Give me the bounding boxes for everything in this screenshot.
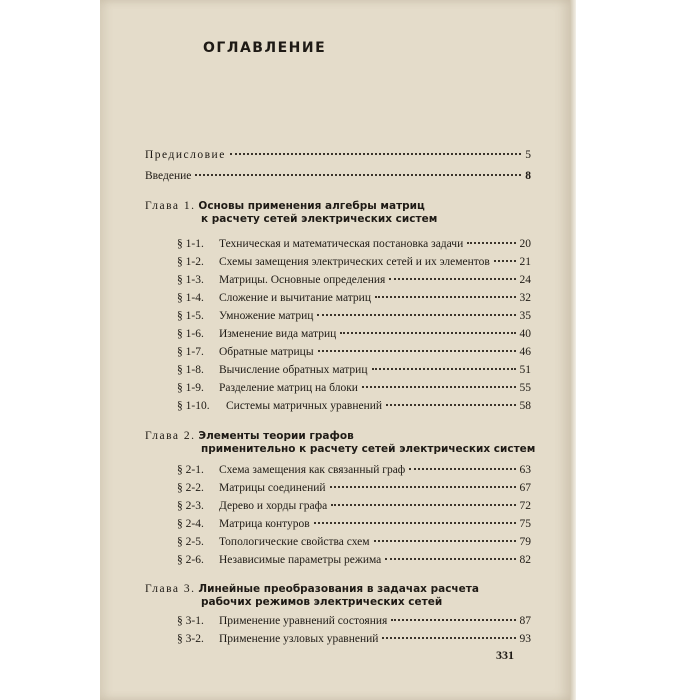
leader-dots (331, 504, 515, 506)
entry-label: Топологические свойства схем (219, 536, 370, 548)
leader-dots (494, 260, 516, 262)
entry-page: 79 (519, 536, 531, 548)
toc-entry (177, 535, 531, 549)
entry-page: 51 (519, 364, 531, 376)
toc-entry (177, 399, 531, 413)
toc-entry (177, 499, 531, 513)
leader-dots (467, 242, 515, 244)
toc-entry (177, 463, 531, 477)
leader-dots (386, 404, 515, 406)
entry-label: Системы матричных уравнений (226, 400, 383, 412)
section-number: § 1-2. (177, 256, 204, 268)
entry-label: Умножение матриц (219, 310, 314, 322)
page-edge (570, 0, 576, 700)
entry-label: Предисловие (145, 149, 226, 161)
leader-dots (391, 619, 515, 621)
entry-label: Техническая и математическая постановка задачи (219, 238, 464, 250)
entry-page: 46 (519, 346, 531, 358)
entry-page: 8 (525, 170, 531, 182)
entry-page: 75 (519, 518, 531, 530)
toc-title: ОГЛАВЛЕНИЕ (203, 40, 327, 56)
chapter-prefix: Глава 1. (145, 200, 196, 212)
leader-dots (372, 368, 516, 370)
entry-page: 58 (519, 400, 531, 412)
leader-dots (389, 278, 515, 280)
leader-dots (409, 468, 515, 470)
section-number: § 1-3. (177, 274, 204, 286)
entry-page: 40 (519, 328, 531, 340)
entry-page: 35 (519, 310, 531, 322)
leader-dots (362, 386, 516, 388)
entry-label: Схема замещения как связанный граф (219, 464, 406, 476)
toc-entry (177, 481, 531, 495)
leader-dots (330, 486, 516, 488)
toc-entry (177, 255, 531, 269)
section-number: § 2-3. (177, 500, 204, 512)
section-number: § 2-2. (177, 482, 204, 494)
section-number: § 1-7. (177, 346, 204, 358)
leader-dots (230, 153, 521, 155)
section-number: § 3-1. (177, 615, 204, 627)
chapter-heading-2 (145, 430, 535, 456)
leader-dots (318, 350, 516, 352)
toc-entry (177, 273, 531, 287)
leader-dots (340, 332, 515, 334)
chapter-title-line1: Основы применения алгебры матриц (198, 200, 425, 212)
entry-label: Независимые параметры режима (219, 554, 382, 566)
toc-entry (177, 553, 531, 567)
toc-entry (177, 517, 531, 531)
entry-label: Схемы замещения электрических сетей и их элементов (219, 256, 490, 268)
entry-label: Сложение и вычитание матриц (219, 292, 371, 304)
toc-entry-preface (145, 148, 531, 162)
entry-page: 55 (519, 382, 531, 394)
toc-entry (177, 327, 531, 341)
entry-page: 32 (519, 292, 531, 304)
section-number: § 1-1. (177, 238, 204, 250)
section-number: § 2-5. (177, 536, 204, 548)
toc-entry (177, 291, 531, 305)
entry-label: Применение уравнений состояния (219, 615, 388, 627)
chapter-heading-3 (145, 583, 479, 609)
section-number: § 1-8. (177, 364, 204, 376)
entry-page: 82 (519, 554, 531, 566)
entry-label: Введение (145, 170, 192, 182)
leader-dots (385, 558, 515, 560)
leader-dots (375, 296, 516, 298)
toc-entry (177, 632, 531, 646)
entry-label: Матрица контуров (219, 518, 310, 530)
leader-dots (314, 522, 516, 524)
section-number: § 1-5. (177, 310, 204, 322)
section-number: § 2-4. (177, 518, 204, 530)
chapter-title-line1: Элементы теории графов (198, 430, 354, 442)
entry-page: 67 (519, 482, 531, 494)
section-number: § 1-4. (177, 292, 204, 304)
entry-page: 24 (519, 274, 531, 286)
entry-page: 5 (525, 149, 531, 161)
entry-page: 72 (519, 500, 531, 512)
entry-page: 63 (519, 464, 531, 476)
chapter-prefix: Глава 3. (145, 583, 196, 595)
leader-dots (374, 540, 516, 542)
toc-entry (177, 345, 531, 359)
entry-label: Разделение матриц на блоки (219, 382, 358, 394)
toc-entry (177, 237, 531, 251)
chapter-title-line1: Линейные преобразования в задачах расчета (198, 583, 479, 595)
section-number: § 1-6. (177, 328, 204, 340)
entry-page: 21 (519, 256, 531, 268)
section-number: § 2-6. (177, 554, 204, 566)
toc-entry (177, 381, 531, 395)
entry-page: 20 (519, 238, 531, 250)
entry-label: Матрицы соединений (219, 482, 326, 494)
toc-entry (177, 309, 531, 323)
page-number: 331 (496, 648, 514, 662)
chapter-title-line2: применительно к расчету сетей электрических систем (201, 443, 536, 455)
entry-label: Матрицы. Основные определения (219, 274, 386, 286)
entry-label: Обратные матрицы (219, 346, 314, 358)
chapter-title-line2: к расчету сетей электрических систем (201, 213, 438, 225)
toc-entry-introduction (145, 169, 531, 183)
section-number: § 1-9. (177, 382, 204, 394)
toc-entry (177, 363, 531, 377)
chapter-title-line2: рабочих режимов электрических сетей (201, 596, 443, 608)
entry-label: Применение узловых уравнений (219, 633, 379, 645)
entry-label: Дерево и хорды графа (219, 500, 328, 512)
leader-dots (382, 637, 515, 639)
toc-entry (177, 614, 531, 628)
chapter-prefix: Глава 2. (145, 430, 196, 442)
section-number: § 3-2. (177, 633, 204, 645)
section-number: § 2-1. (177, 464, 204, 476)
entry-label: Изменение вида матриц (219, 328, 337, 340)
section-number: § 1-10. (177, 400, 210, 412)
leader-dots (195, 174, 521, 176)
entry-page: 93 (519, 633, 531, 645)
entry-label: Вычисление обратных матриц (219, 364, 368, 376)
entry-page: 87 (519, 615, 531, 627)
chapter-heading-1 (145, 200, 437, 226)
leader-dots (317, 314, 515, 316)
